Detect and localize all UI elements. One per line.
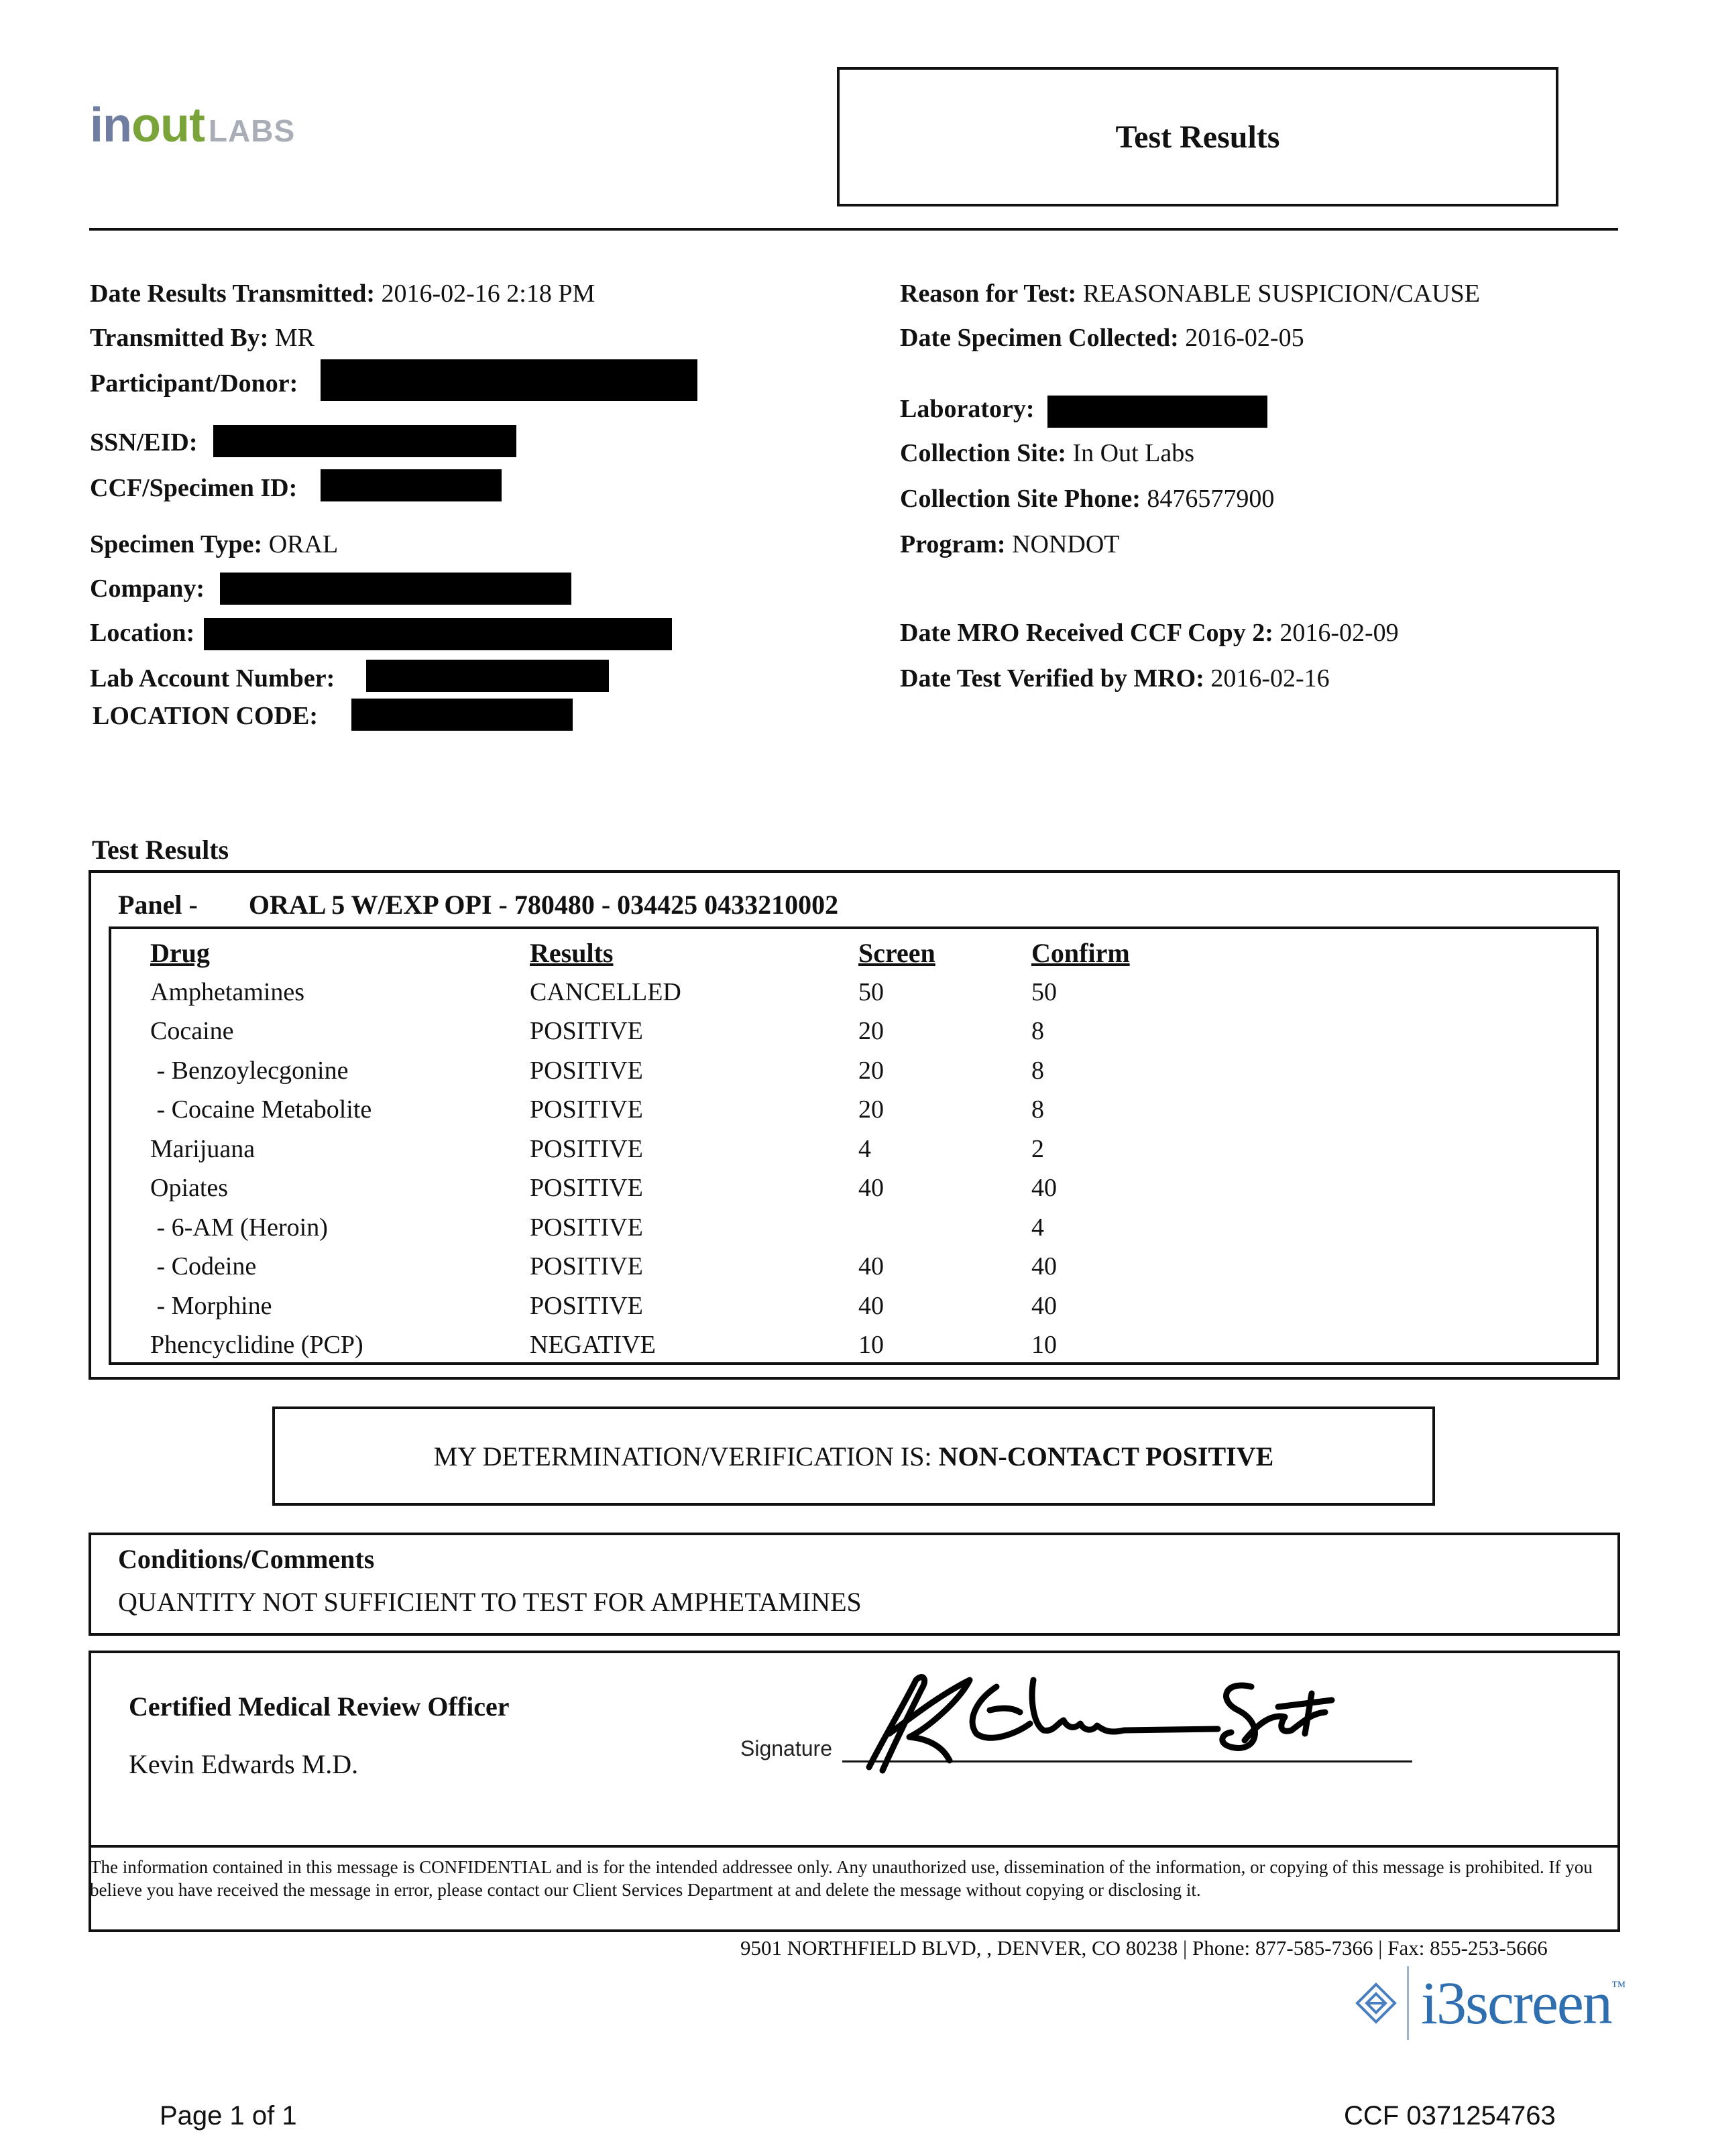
result-cell: POSITIVE bbox=[530, 1174, 643, 1203]
field-collection-site-phone: Collection Site Phone: 8476577900 bbox=[900, 485, 1275, 513]
field-specimen-type: Specimen Type: ORAL bbox=[90, 530, 339, 558]
mro-heading: Certified Medical Review Officer bbox=[129, 1691, 510, 1722]
field-date-verified: Date Test Verified by MRO: 2016-02-16 bbox=[900, 664, 1330, 693]
confirm-cell: 8 bbox=[1031, 1056, 1044, 1085]
inoutlabs-logo bbox=[90, 98, 295, 152]
drug-cell: - Cocaine Metabolite bbox=[150, 1095, 372, 1124]
result-cell: POSITIVE bbox=[530, 1291, 643, 1320]
results-table bbox=[150, 933, 1233, 1365]
screen-cell: 20 bbox=[858, 1017, 884, 1046]
conditions-heading: Conditions/Comments bbox=[118, 1544, 375, 1574]
field-ssn-eid: SSN/EID: bbox=[90, 428, 198, 457]
confirm-cell: 8 bbox=[1031, 1095, 1044, 1124]
confirm-cell: 40 bbox=[1031, 1291, 1057, 1320]
drug-cell: - Morphine bbox=[150, 1291, 272, 1320]
field-date-transmitted: Date Results Transmitted: 2016-02-16 2:18 PM bbox=[90, 280, 595, 308]
screen-cell: 40 bbox=[858, 1252, 884, 1281]
field-date-collected: Date Specimen Collected: 2016-02-05 bbox=[900, 324, 1304, 352]
drug-cell: Opiates bbox=[150, 1174, 229, 1203]
drug-cell: Cocaine bbox=[150, 1017, 234, 1046]
field-program: Program: NONDOT bbox=[900, 530, 1120, 558]
confirm-cell: 10 bbox=[1031, 1331, 1057, 1360]
logo-in: in bbox=[90, 99, 131, 152]
col-header-results: Results bbox=[530, 937, 614, 968]
result-cell: CANCELLED bbox=[530, 977, 681, 1006]
result-cell: POSITIVE bbox=[530, 1095, 643, 1124]
drug-cell: - Codeine bbox=[150, 1252, 257, 1281]
screen-cell: 10 bbox=[858, 1331, 884, 1360]
field-date-mro-received: Date MRO Received CCF Copy 2: 2016-02-09 bbox=[900, 619, 1399, 647]
panel-line bbox=[118, 889, 838, 920]
brand-name: i3screen bbox=[1421, 1970, 1611, 2037]
redaction-box bbox=[213, 425, 516, 457]
i3screen-logo bbox=[1355, 1963, 1626, 2043]
drug-cell: Marijuana bbox=[150, 1134, 255, 1163]
field-location: Location: bbox=[90, 619, 195, 647]
logo-labs: LABS bbox=[208, 113, 296, 148]
panel-label: Panel - bbox=[118, 890, 198, 920]
result-cell: POSITIVE bbox=[530, 1252, 643, 1281]
lab-address: 9501 NORTHFIELD BLVD, , DENVER, CO 80238 | Phone: 877-585-7366 | Fax: 855-253-5666 bbox=[740, 1936, 1548, 1960]
table-row bbox=[150, 1208, 1233, 1248]
field-ccf-specimen-id: CCF/Specimen ID: bbox=[90, 474, 298, 502]
result-cell: POSITIVE bbox=[530, 1056, 643, 1085]
col-header-drug: Drug bbox=[150, 937, 210, 968]
mro-name: Kevin Edwards M.D. bbox=[129, 1749, 359, 1779]
screen-cell: 40 bbox=[858, 1291, 884, 1320]
table-row bbox=[150, 1286, 1233, 1326]
confirm-cell: 50 bbox=[1031, 977, 1057, 1006]
results-section-label: Test Results bbox=[92, 835, 229, 865]
field-company: Company: bbox=[90, 575, 205, 603]
screen-cell: 20 bbox=[858, 1095, 884, 1124]
result-cell: POSITIVE bbox=[530, 1213, 643, 1242]
determination-box bbox=[272, 1406, 1435, 1506]
table-row bbox=[150, 1325, 1233, 1365]
table-row bbox=[150, 1012, 1233, 1051]
confidentiality-notice: The information contained in this message is CONFIDENTIAL and is for the intended addressee only. Any unauthorized use, dissemination of the information, or copying of this message is prohibited. If you believe you have received the message in error, please contact our Client Services Department at and delete the message without copying or disclosing it. bbox=[90, 1857, 1593, 1900]
diamond-icon bbox=[1355, 1982, 1398, 2025]
screen-cell: 20 bbox=[858, 1056, 884, 1085]
result-cell: POSITIVE bbox=[530, 1134, 643, 1163]
header-divider bbox=[89, 228, 1618, 231]
field-laboratory: Laboratory: bbox=[900, 395, 1035, 423]
page-number: Page 1 of 1 bbox=[160, 2101, 297, 2131]
drug-cell: - Benzoylecgonine bbox=[150, 1056, 349, 1085]
screen-cell bbox=[858, 1208, 1031, 1248]
title-box bbox=[837, 67, 1558, 206]
field-lab-account-number: Lab Account Number: bbox=[90, 664, 335, 693]
table-row bbox=[150, 1090, 1233, 1130]
confirm-cell: 2 bbox=[1031, 1134, 1044, 1163]
redaction-box bbox=[351, 699, 573, 731]
table-row bbox=[150, 973, 1233, 1012]
redaction-box bbox=[321, 359, 697, 401]
signature-label: Signature bbox=[740, 1736, 832, 1760]
result-cell: POSITIVE bbox=[530, 1017, 643, 1046]
confirm-cell: 4 bbox=[1031, 1213, 1044, 1242]
screen-cell: 50 bbox=[858, 977, 884, 1006]
table-row bbox=[150, 1169, 1233, 1208]
signature-divider bbox=[89, 1845, 1620, 1848]
determination-prefix: MY DETERMINATION/VERIFICATION IS: bbox=[433, 1441, 939, 1472]
redaction-box bbox=[204, 618, 672, 650]
table-row bbox=[150, 1130, 1233, 1169]
result-cell: NEGATIVE bbox=[530, 1331, 656, 1360]
page-title: Test Results bbox=[1115, 119, 1280, 155]
confirm-cell: 40 bbox=[1031, 1252, 1057, 1281]
table-header-row bbox=[150, 933, 1233, 973]
table-row bbox=[150, 1247, 1233, 1286]
handwritten-signature bbox=[842, 1660, 1379, 1781]
screen-cell: 4 bbox=[858, 1134, 871, 1163]
ccf-number: CCF 0371254763 bbox=[1344, 2101, 1556, 2131]
drug-cell: Phencyclidine (PCP) bbox=[150, 1331, 363, 1360]
trademark-mark: ™ bbox=[1611, 1978, 1626, 1994]
logo-out: out bbox=[131, 99, 205, 152]
logo-divider bbox=[1407, 1966, 1409, 2040]
redaction-box bbox=[1047, 396, 1267, 428]
field-collection-site: Collection Site: In Out Labs bbox=[900, 439, 1195, 467]
determination-value: NON-CONTACT POSITIVE bbox=[938, 1441, 1274, 1472]
col-header-screen: Screen bbox=[858, 937, 935, 968]
drug-cell: Amphetamines bbox=[150, 977, 305, 1006]
field-location-code: LOCATION CODE: bbox=[93, 702, 319, 730]
field-reason-for-test: Reason for Test: REASONABLE SUSPICION/CAUSE bbox=[900, 280, 1480, 308]
table-row bbox=[150, 1051, 1233, 1091]
screen-cell: 40 bbox=[858, 1174, 884, 1203]
redaction-box bbox=[366, 660, 609, 692]
field-transmitted-by: Transmitted By: MR bbox=[90, 324, 315, 352]
redaction-box bbox=[220, 573, 571, 605]
field-participant-donor: Participant/Donor: bbox=[90, 369, 298, 398]
panel-value: ORAL 5 W/EXP OPI - 780480 - 034425 0433210002 bbox=[248, 890, 839, 920]
col-header-confirm: Confirm bbox=[1031, 937, 1130, 968]
confirm-cell: 8 bbox=[1031, 1017, 1044, 1046]
confirm-cell: 40 bbox=[1031, 1174, 1057, 1203]
redaction-box bbox=[321, 469, 502, 501]
conditions-text: QUANTITY NOT SUFFICIENT TO TEST FOR AMPHETAMINES bbox=[118, 1587, 862, 1617]
drug-cell: - 6-AM (Heroin) bbox=[150, 1213, 328, 1242]
